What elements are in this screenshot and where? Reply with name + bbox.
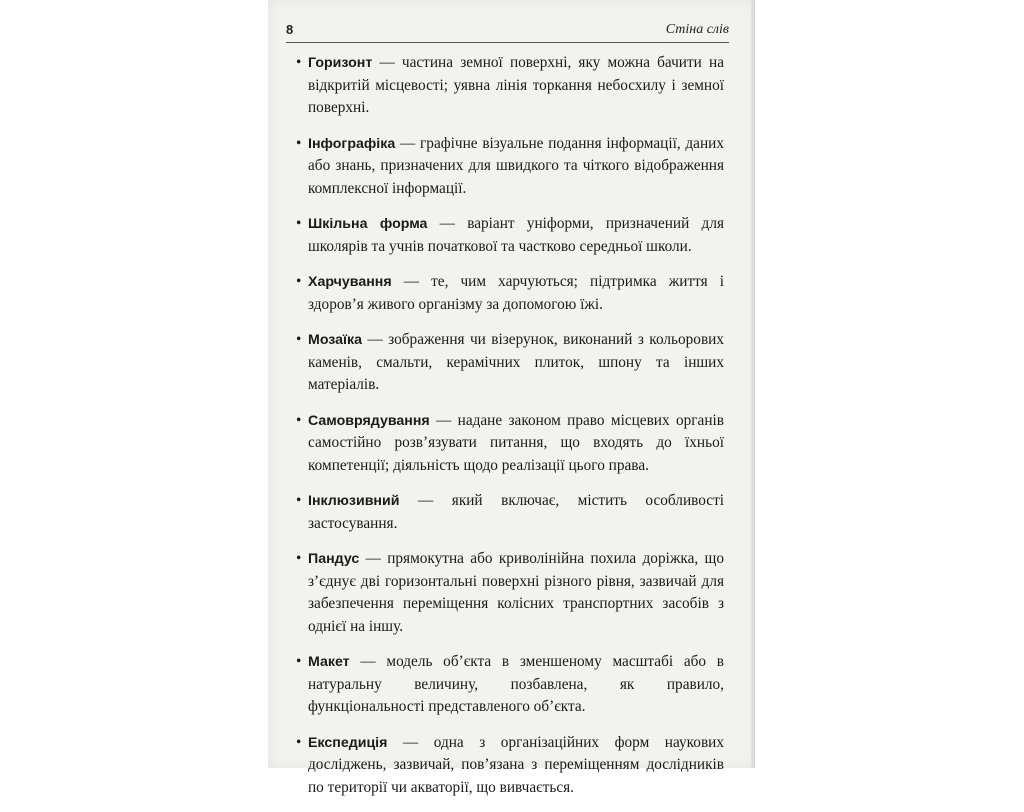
glossary-entry	[296, 490, 724, 535]
entry-definition: — який включає, містить особливості застосування.	[308, 492, 724, 532]
bullet-icon: •	[296, 653, 302, 670]
glossary-entry	[296, 213, 724, 258]
entry-term: Пандус	[308, 551, 360, 567]
entry-term: Макет	[308, 654, 350, 670]
entry-definition: — графічне візуальне подання інформації, даних або знань, призначених для швидкого та чіткого відображення комплексної інформації.	[308, 134, 724, 197]
entry-term: Експедиція	[308, 734, 388, 751]
book-page	[268, 0, 755, 796]
bullet-icon: •	[296, 550, 302, 567]
glossary-entry	[296, 651, 724, 719]
bullet-icon: •	[296, 215, 302, 232]
entry-definition: — модель об’єкта в зменшеному масштабі або в натуральну величину, позбавлена, як правило, функціональності представленого об’єкта.	[308, 653, 724, 715]
entry-definition: — одна з організаційних форм наукових досліджень, зазвичай, пов’язана з переміщенням дослідників по території чи акваторії, що вивчається.	[308, 733, 724, 796]
section-title: Стіна слів	[665, 22, 729, 37]
entry-definition: — варіант уніформи, призначений для школярів та учнів початкової та частково середньої школи.	[308, 215, 724, 255]
bullet-icon: •	[296, 331, 302, 348]
entry-definition: — прямокутна або криволінійна похила доріжка, що з’єднує дві горизонтальні поверхні різного рівня, зазвичай для забезпечення переміщення колісних транспортних засобів з однієї на іншу.	[308, 550, 724, 635]
page-number: 8	[286, 22, 294, 37]
entry-term: Харчування	[308, 274, 392, 290]
page-edge	[751, 0, 755, 768]
glossary-entry	[296, 410, 724, 478]
glossary-list	[296, 52, 724, 812]
bullet-icon: •	[296, 54, 302, 71]
bullet-icon: •	[296, 134, 302, 152]
glossary-entry	[296, 271, 724, 316]
bullet-icon: •	[296, 411, 302, 429]
glossary-entry	[296, 329, 724, 397]
entry-term: Самоврядування	[308, 412, 430, 429]
entry-term: Шкільна форма	[308, 216, 428, 232]
entry-definition: — частина земної поверхні, яку можна бачити на відкритій місцевості; уявна лінія торкання небосхилу і земної поверхні.	[308, 54, 724, 116]
entry-definition: — надане законом право місцевих органів самостійно розв’язувати питання, що входять до їхньої компетенції; діяльність щодо реалізації цього права.	[308, 411, 724, 474]
bullet-icon: •	[296, 733, 302, 751]
glossary-entry	[296, 548, 724, 638]
bullet-icon: •	[296, 492, 302, 509]
glossary-entry	[296, 732, 724, 800]
entry-term: Інфографіка	[308, 135, 396, 152]
glossary-entry	[296, 52, 724, 120]
running-header	[286, 22, 729, 43]
entry-term: Горизонт	[308, 55, 373, 71]
bullet-icon: •	[296, 273, 302, 290]
entry-term: Мозаїка	[308, 332, 363, 348]
glossary-entry	[296, 133, 724, 201]
entry-term: Інклюзивний	[308, 493, 400, 509]
entry-definition: — зображення чи візерунок, виконаний з кольорових каменів, смальти, керамічних плиток, шпону та інших матеріалів.	[308, 331, 724, 393]
entry-definition: — те, чим харчуються; підтримка життя і здоров’я живого організму за допомогою їжі.	[308, 273, 724, 313]
